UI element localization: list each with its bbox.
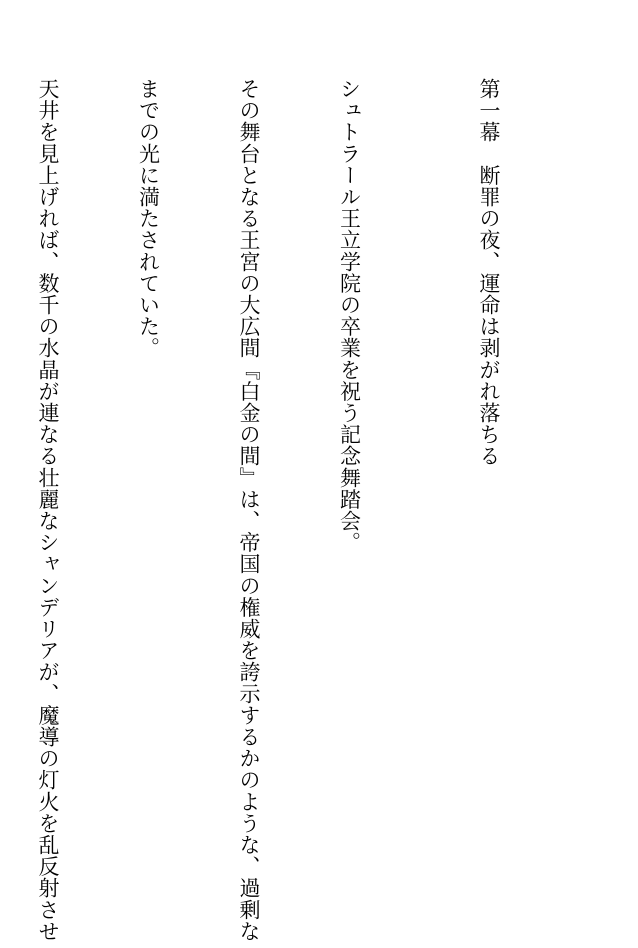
body-column-3: までの光に満たされていた。 xyxy=(136,78,161,359)
chapter-title: 第一幕 断罪の夜、運命は剥がれ落ちる xyxy=(477,78,501,467)
body-column-2: その舞台となる王宮の大広間『白金の間』は、帝国の権威を誇示するかのような、過剰な xyxy=(237,78,261,942)
body-column-4: 天井を見上げれば、数千の水晶が連なる壮麗なシャンデリアが、魔導の灯火を乱反射させ xyxy=(36,78,60,942)
body-column-1: シュトラール王立学院の卒業を祝う記念舞踏会。 xyxy=(337,78,362,554)
vertical-text-block xyxy=(0,78,572,942)
